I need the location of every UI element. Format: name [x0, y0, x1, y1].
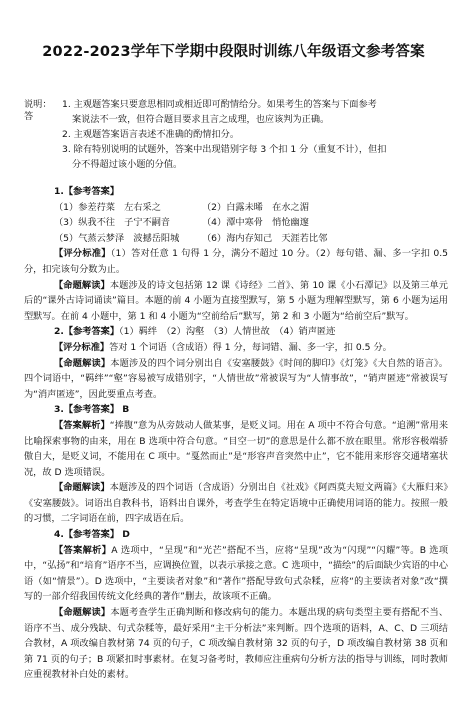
- instruction-item: 分不得超过该小题的分值。: [72, 159, 183, 170]
- q3-answer-analysis: [24, 418, 448, 480]
- q4-interpretation-text: 本题考查学生正确判断和修改病句的能力。本题出现的病句类型主要有搭配不当、语序不当、成分残缺、句式杂糅等，最好采用“主干分析法”来判断。四个选项的语料，A、C、D 三项结合教材，A 项改编自教材第 74 页的句子，C 项改编自教材第 32 页的句子，D 项改编自教材第 38 页和第 71 页的句子；B 项紧扣时事素材。在复习备考时，教师应注重病句分析方法的指导与训练，同时教师应重视教材补白处的素材。: [24, 607, 449, 681]
- q1-answer-item: （3）纵我不往 子宁不嗣音: [54, 217, 171, 229]
- answers-section: [24, 184, 448, 683]
- q4-answer-analysis-tag: 【答案解析】: [54, 544, 112, 556]
- q2-answer-text: （1）羁绊 （2）沟壑 （3）人情世故 （4）销声匿迹: [119, 326, 336, 338]
- q1-analysis-tag: 【命题解读】: [54, 279, 110, 291]
- q1-answer-item: （1）参差荇菜 左右采之: [54, 201, 161, 213]
- q2-scoring-text: 答对 1 个词语（含成语）得 1 分，每词错、漏、多一字，扣 0.5 分。: [109, 341, 392, 353]
- q1-answer-heading: 1.【参考答案】: [54, 186, 120, 197]
- page-title: 2022-2023学年下学期中段限时训练八年级语文参考答案: [42, 44, 425, 60]
- q4-interpretation-tag: 【命题解读】: [54, 607, 111, 619]
- q3-answer-analysis-tag: 【答案解析】: [54, 419, 110, 431]
- q2-answer-heading: 2.【参考答案】: [54, 326, 120, 338]
- q1-answer-row: [54, 200, 448, 216]
- q4-answer-analysis: [24, 543, 448, 605]
- q2-analysis: [24, 356, 448, 403]
- instructions-section: [24, 97, 448, 172]
- q2-scoring: [24, 340, 448, 356]
- q2-analysis-tag: 【命题解读】: [54, 357, 111, 369]
- q2-scoring-tag: 【评分标准】: [54, 341, 110, 353]
- q3-interpretation: [24, 480, 448, 527]
- q4-answer-analysis-text: A 选项中，“呈现”和“光芒”搭配不当，应将“呈现”改为“闪现”“闪耀”等。B 选项中，“弘扬”和“培育”语序不当，应调换位置，以表示承接之意。C 选项中，“描绘”的后面缺少宾语的中心语（如“情景”）。D 选项中，“主要读者对象”和“著作”搭配导致句式杂糅，应将“的主要读者对象”改“撰写的一部介绍我国传统文化经典的著作”删去，故该项不正确。: [24, 544, 449, 603]
- q1-analysis: [24, 278, 448, 325]
- q1-answer-item: （5）气蒸云梦泽 波撼岳阳城: [54, 232, 180, 244]
- instruction-item: 案说法不一致，但符合题目要求且言之成理，也应该判为正确。: [72, 114, 330, 125]
- q1-answer-item: （2）白露未晞 在水之湄: [202, 201, 309, 213]
- q2-answer: [24, 324, 448, 340]
- q3-interpretation-text: 本题涉及的四个词语（含成语）分别出自《社戏》《阿西莫夫短文两篇》《大雁归来》《安塞腰鼓》。词语出自教科书，语料出自课外，考查学生在特定语境中正确使用词语的能力。按照一般的习惯，二字词语在前，四字成语在后。: [24, 482, 449, 525]
- q1-scoring-tag: 【评分标准】: [54, 248, 111, 260]
- q1-analysis-text: 本题涉及的诗文包括第 12 课《诗经》二首》、第 10 课《小石潭记》以及第三单元后的“课外古诗词诵读”篇目。本题的前 4 小题为直接型默写，第 5 小题为理解型默写，第 6 小题为运用型默写。在前 4 小题中，第 1 和 4 小题为“空前给后”默写，第 2 和 3 小题为“给前空后”默写。: [24, 279, 448, 322]
- instructions-label: 说明：: [24, 99, 52, 110]
- q1-answer-item: （6）海内存知己 天涯若比邻: [202, 232, 328, 244]
- q3-interpretation-tag: 【命题解读】: [54, 482, 110, 494]
- instruction-item: 3. 除有特别说明的试题外，答案中出现错别字每 3 个扣 1 分（重复不计），但扣: [62, 144, 387, 155]
- instruction-item: 1. 主观题答案只要意思相同或相近即可酌情给分。如果考生的答案与下面参考: [62, 99, 377, 110]
- q1-answer-item: （4）潭中寒骨 悄怆幽邃: [202, 217, 309, 229]
- q2-analysis-text: 本题涉及的四个词分别出自《安塞腰鼓》《时间的脚印》《灯笼》《大自然的语言》。四个词语中，“羁绊”“壑”容易被写成错别字，“人情世故”常被误写为“人情事故”，“销声匿迹”常被误写为“消声匿迹”，因此要重点考查。: [24, 357, 448, 400]
- q3-answer-heading: 3.【参考答案】 B: [54, 404, 130, 416]
- q1-scoring-text: （1）答对任意 1 句得 1 分，满分不超过 10 分。（2）每句错、漏、多一字扣 0.5 分，扣完该句分数为止。: [24, 248, 448, 275]
- instructions-label-wrap: 答: [24, 111, 34, 122]
- q3-answer-analysis-text: “捧腹”意为从旁鼓动人做某事，是贬义词。用在 A 项中不符合句意。“追溯”常用来比喻探索事物的由来，用在 B 选项中符合句意。“目空一切”的意思是什么都不放在眼里。常形容极端骄傲自大，是贬义词，不能用在 C 项中。“戛然而止”是“形容声音突然中止”，它不能用来形容交通堵塞状况，故 D 选项错误。: [24, 419, 449, 478]
- q4-answer-heading: 4.【参考答案】 D: [54, 529, 130, 541]
- instruction-item: 2. 主观题答案语言表述不准确的酌情扣分。: [62, 129, 240, 140]
- q1-answer-row: [54, 231, 448, 247]
- q4-interpretation: [24, 605, 448, 683]
- q1-scoring: [24, 246, 448, 277]
- q1-answer-row: [54, 215, 448, 231]
